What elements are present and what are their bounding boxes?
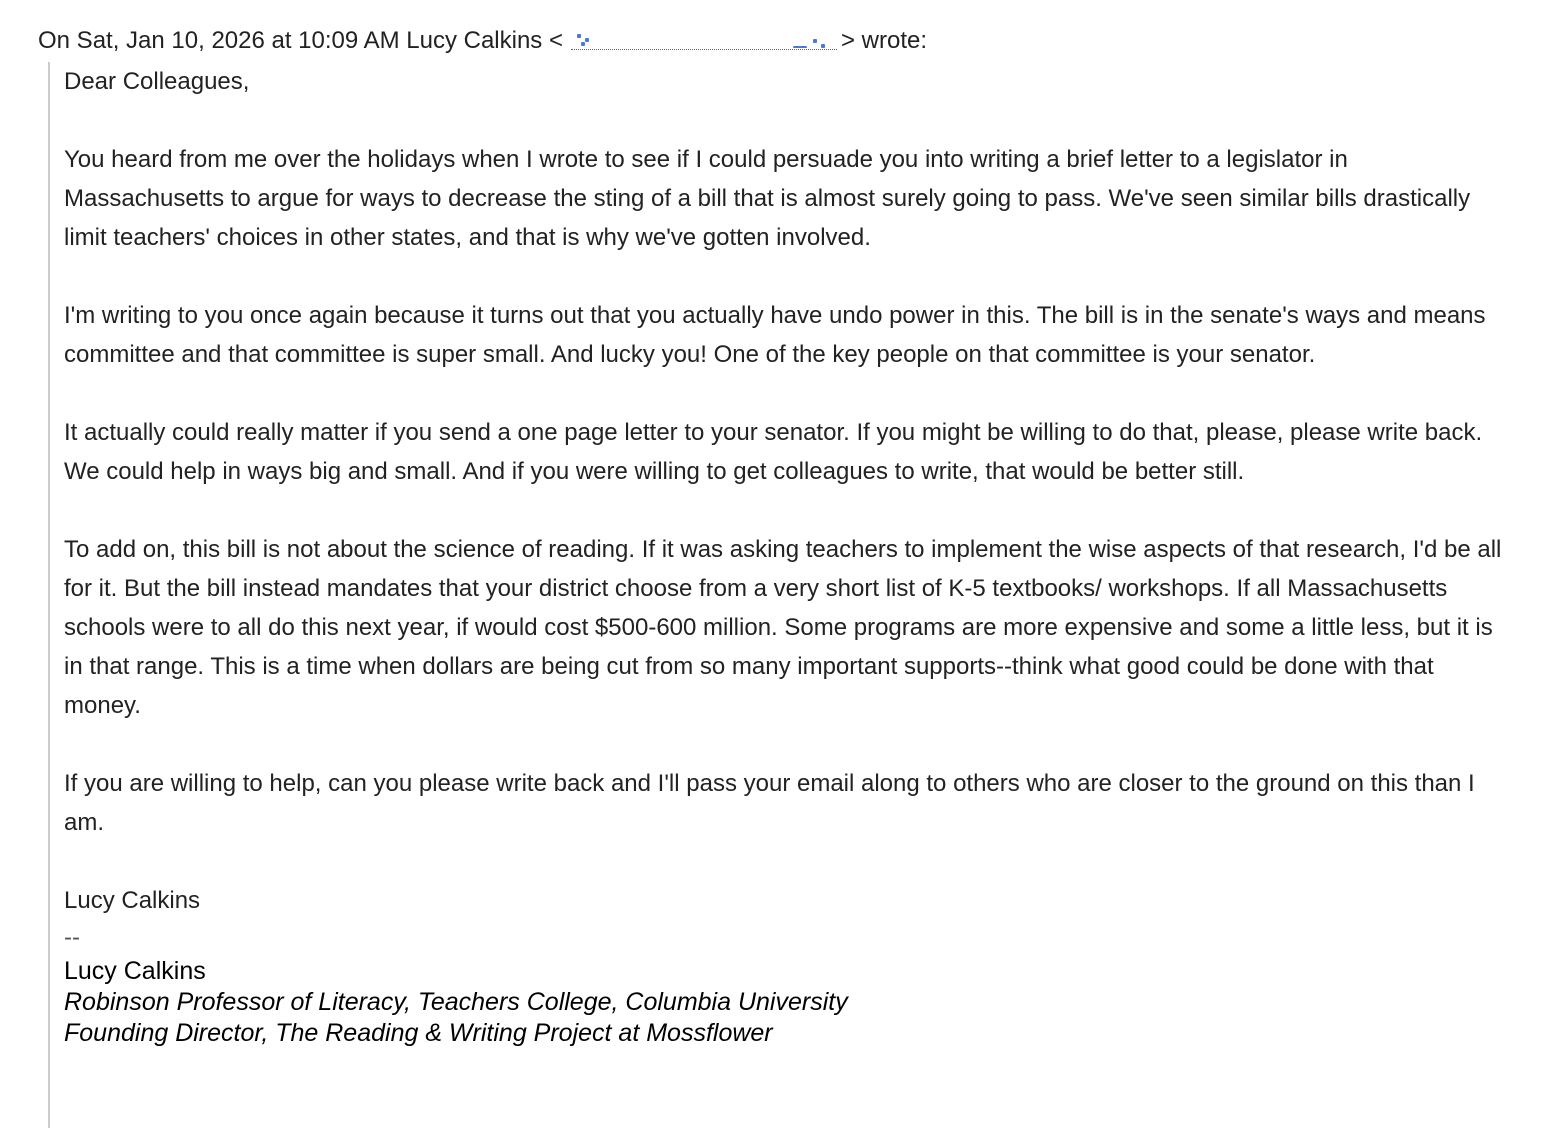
paragraph-holidays-letter: You heard from me over the holidays when I wrote to see if I could persuade you into writing a brief letter to a legislator in Massachusetts to argue for ways to decrease the sting of a bill that is almost surely going to pass. We've seen similar bills drastically limit teachers' choices in other states, and that is why we've gotten involved. — [64, 146, 1471, 251]
signature-separator: -- — [64, 924, 80, 951]
signature-name: Lucy Calkins — [64, 957, 206, 985]
signature-block — [64, 956, 1518, 1049]
signature-title-1: Robinson Professor of Literacy, Teachers College, Columbia University — [64, 988, 848, 1016]
signature-title-2: Founding Director, The Reading & Writing Project at Mossflower — [64, 1019, 773, 1047]
paragraph-science-of-reading: To add on, this bill is not about the science of reading. If it was asking teachers to implement the wise aspects of that research, I'd be all for it. But the bill instead mandates that your district choose from a very short list of K-5 textbooks/ workshops. If all Massachusetts schools were to all do this next year, if would cost $500-600 million. Some programs are more expensive and some a little less, but it is in that range. This is a time when dollars are being cut from so many important supports--think what good could be done with that money. — [64, 536, 1502, 719]
closing-name: Lucy Calkins — [64, 887, 201, 914]
paragraph-one-page-letter: It actually could really matter if you send a one page letter to your senator. If you might be willing to do that, please, please write back. We could help in ways big and small. And if you were willing to get colleagues to write, that would be better still. — [64, 419, 1483, 485]
quote-attribution — [38, 26, 927, 56]
greeting: Dear Colleagues, — [64, 68, 250, 95]
paragraph-write-back: If you are willing to help, can you please write back and I'll pass your email along to others who are closer to the ground on this than I am. — [64, 770, 1475, 836]
paragraph-spacer — [64, 725, 1518, 764]
paragraph-spacer — [64, 491, 1518, 530]
redacted-email-link[interactable] — [563, 30, 841, 52]
paragraph-spacer — [64, 257, 1518, 296]
attribution-suffix: > wrote: — [841, 27, 928, 54]
paragraph-spacer — [64, 374, 1518, 413]
attribution-prefix: On Sat, Jan 10, 2026 at 10:09 AM Lucy Calkins < — [38, 27, 563, 54]
paragraph-spacer — [64, 842, 1518, 881]
quoted-message — [48, 62, 1518, 1128]
paragraph-senate-committee: I'm writing to you once again because it turns out that you actually have undo power in this. The bill is in the senate's ways and means committee and that committee is super small. And lucky you! One of the key people on that committee is your senator. — [64, 302, 1486, 368]
paragraph-spacer — [64, 101, 1518, 140]
